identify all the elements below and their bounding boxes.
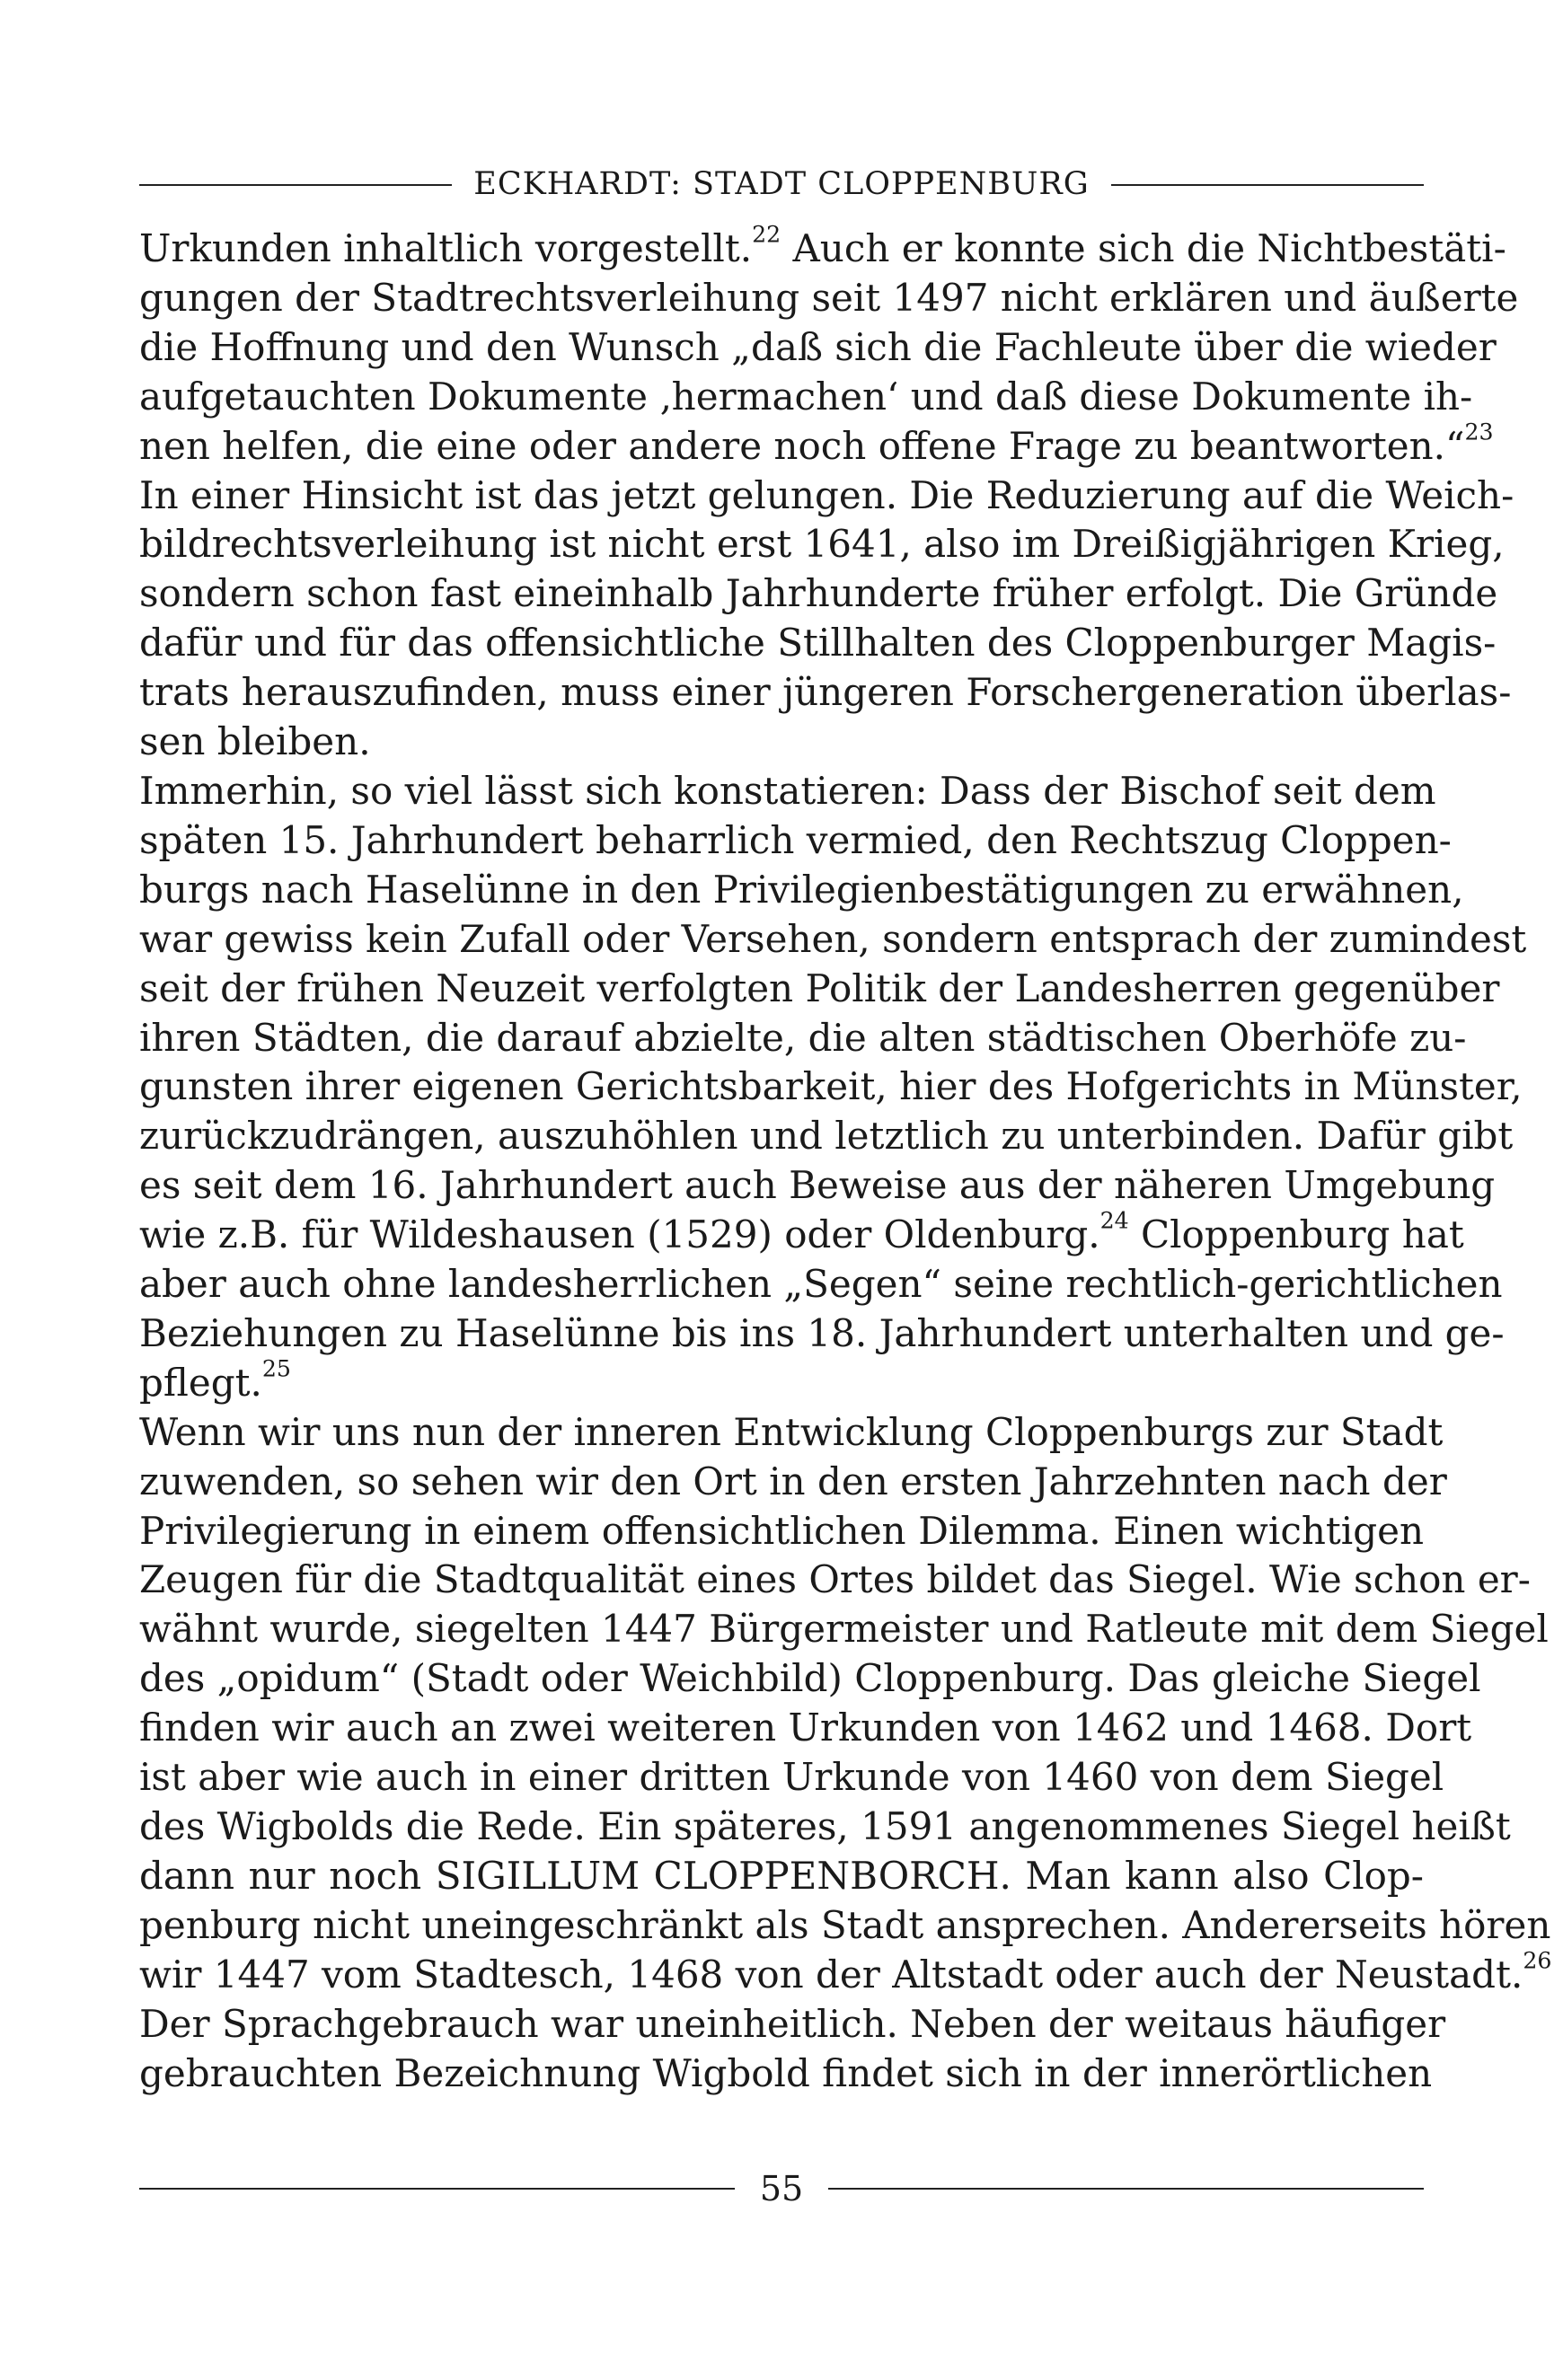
text-line: des „opidum“ (Stadt oder Weichbild) Cloppenburg. Das gleiche Siegel (139, 1656, 1481, 1701)
footnote-ref: 22 (752, 221, 782, 248)
text-line: späten 15. Jahrhundert beharrlich vermied, den Rechtszug Cloppen- (139, 817, 1452, 862)
text-line: wähnt wurde, siegelten 1447 Bürgermeister und Ratleute mit dem Siegel (139, 1607, 1549, 1652)
running-head-title: ECKHARDT: STADT CLOPPENBURG (473, 166, 1090, 202)
text-line: trats herauszufinden, muss einer jüngeren Forschergeneration überlas- (139, 670, 1512, 715)
text-line: gungen der Stadtrechtsverleihung seit 1497 nicht erklären und äußerte (139, 275, 1519, 320)
text-line: war gewiss kein Zufall oder Versehen, sondern entsprach der zumindest (139, 916, 1527, 961)
text-line: Wenn wir uns nun der inneren Entwicklung Cloppenburgs zur Stadt (139, 1409, 1444, 1454)
footer-rule-left (139, 2188, 735, 2190)
footnote-ref: 25 (261, 1355, 291, 1382)
text-line: seit der frühen Neuzeit verfolgten Politik der Landesherren gegenüber (139, 965, 1500, 1010)
text-line: finden wir auch an zwei weiteren Urkunden von 1462 und 1468. Dort (139, 1706, 1472, 1750)
text-line: bildrechtsverleihung ist nicht erst 1641, also im Dreißigjährigen Krieg, (139, 522, 1505, 567)
text-line: penburg nicht uneingeschränkt als Stadt ansprechen. Andererseits hören (139, 1902, 1551, 1947)
body-text (139, 221, 1552, 2098)
text-line: burgs nach Haselünne in den Privilegienbestätigungen zu erwähnen, (139, 867, 1464, 912)
running-head (139, 166, 1424, 202)
text-line: es seit dem 16. Jahrhundert auch Beweise aus der näheren Umgebung (139, 1163, 1496, 1208)
text-line: ist aber wie auch in einer dritten Urkunde von 1460 von dem Siegel (139, 1755, 1444, 1800)
text-line: gunsten ihrer eigenen Gerichtsbarkeit, hier des Hofgerichts in Münster, (139, 1064, 1523, 1109)
text-line: pflegt.$^{25}$ (139, 1355, 291, 1405)
text-line: dafür und für das offensichtliche Stillhalten des Cloppenburger Magis- (139, 621, 1497, 666)
text-line: sondern schon fast eineinhalb Jahrhunderte früher erfolgt. Die Gründe (139, 571, 1498, 616)
header-rule-left (139, 184, 452, 186)
text-line: die Hoffnung und den Wunsch „daß sich die Fachleute über die wieder (139, 324, 1497, 369)
text-line: ihren Städten, die darauf abzielte, die alten städtischen Oberhöfe zu- (139, 1015, 1467, 1060)
text-line: zurückzudrängen, auszuhöhlen und letztlich zu unterbinden. Dafür gibt (139, 1114, 1514, 1159)
page-footer (139, 2169, 1424, 2208)
text-line: wie z.B. für Wildeshausen (1529) oder Oldenburg.$^{24}$ Cloppenburg hat (139, 1207, 1464, 1257)
footnote-ref: 24 (1099, 1207, 1129, 1234)
text-line: dann nur noch SIGILLUM CLOPPENBORCH. Man kann also Clop- (139, 1853, 1424, 1898)
text-line: Privilegierung in einem offensichtlichen Dilemma. Einen wichtigen (139, 1508, 1424, 1553)
text-line: gebrauchten Bezeichnung Wigbold findet sich in der innerörtlichen (139, 2050, 1433, 2095)
text-line: Der Sprachgebrauch war uneinheitlich. Neben der weitaus häufiger (139, 2001, 1446, 2046)
text-line: Urkunden inhaltlich vorgestellt.$^{22}$ Auch er konnte sich die Nichtbestäti- (139, 221, 1506, 270)
text-line: Beziehungen zu Haselünne bis ins 18. Jahrhundert unterhalten und ge- (139, 1310, 1505, 1355)
text-line: Immerhin, so viel lässt sich konstatieren: Dass der Bischof seit dem (139, 768, 1436, 813)
text-line: zuwenden, so sehen wir den Ort in den ersten Jahrzehnten nach der (139, 1459, 1447, 1503)
page-number: 55 (759, 2169, 804, 2208)
text-line: des Wigbolds die Rede. Ein späteres, 1591 angenommenes Siegel heißt (139, 1804, 1511, 1848)
footnote-ref: 26 (1523, 1947, 1552, 1974)
text-line: nen helfen, die eine oder andere noch offene Frage zu beantworten.“$^{23}$ (139, 419, 1494, 468)
text-line: aufgetauchten Dokumente ‚hermachen‘ und daß diese Dokumente ih- (139, 374, 1473, 419)
text-line: wir 1447 vom Stadtesch, 1468 von der Altstadt oder auch der Neustadt.$^{26}$ (139, 1947, 1552, 1997)
text-line: sen bleiben. (139, 719, 371, 764)
header-rule-right (1111, 184, 1424, 186)
footer-rule-right (828, 2188, 1424, 2190)
text-line: aber auch ohne landesherrlichen „Segen“ seine rechtlich-gerichtlichen (139, 1262, 1503, 1307)
text-line: In einer Hinsicht ist das jetzt gelungen. Die Reduzierung auf die Weich- (139, 472, 1514, 517)
text-line: Zeugen für die Stadtqualität eines Ortes bildet das Siegel. Wie schon er- (139, 1557, 1531, 1602)
footnote-ref: 23 (1464, 419, 1494, 445)
